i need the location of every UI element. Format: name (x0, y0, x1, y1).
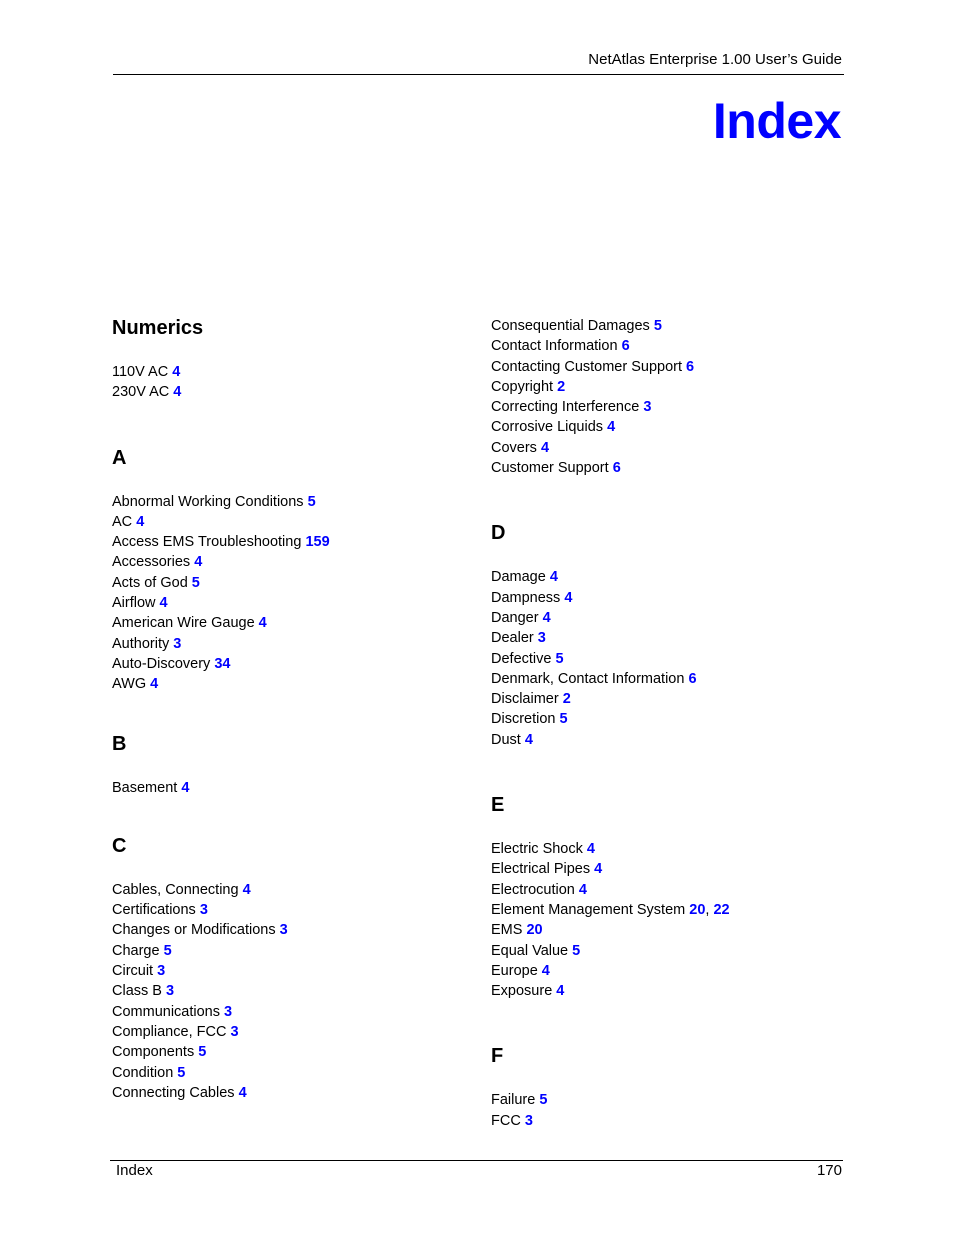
index-term: Defective (491, 650, 552, 667)
index-term: Airflow (112, 595, 156, 612)
index-column-right (491, 276, 851, 1131)
index-entry (491, 417, 851, 437)
page-ref-link[interactable]: 6 (612, 460, 621, 477)
footer-page-number: 170 (816, 1162, 842, 1179)
page-ref-link[interactable]: 5 (163, 942, 172, 959)
index-term: Electrocution (491, 881, 575, 898)
page-ref-link[interactable]: 4 (594, 861, 603, 878)
index-term: Abnormal Working Conditions (112, 493, 304, 510)
index-term: Condition (112, 1064, 174, 1081)
page-ref-link[interactable]: 5 (198, 1044, 207, 1061)
index-section (112, 732, 472, 798)
index-term: Authority (112, 635, 170, 652)
index-term: Cables, Connecting (112, 881, 239, 898)
index-term: Equal Value (491, 942, 569, 959)
index-term: Copyright (491, 378, 554, 395)
page-ref-link[interactable]: 5 (653, 318, 662, 334)
index-term: Changes or Modifications (112, 922, 276, 939)
page-ref-link[interactable]: 4 (238, 1084, 247, 1101)
page-ref-link[interactable]: 3 (157, 963, 166, 980)
index-term: Connecting Cables (112, 1084, 235, 1101)
index-entry (491, 316, 851, 336)
index-entry (112, 1022, 472, 1042)
index-section (491, 316, 851, 478)
index-term: AWG (112, 676, 147, 693)
page-ref-link[interactable]: 3 (173, 635, 182, 652)
index-term: Dampness (491, 589, 561, 606)
page-ref-link[interactable]: 6 (688, 670, 697, 687)
index-entry-list (491, 316, 851, 478)
index-entry (112, 961, 472, 981)
index-entry-list (112, 362, 472, 403)
index-term: Europe (491, 962, 538, 979)
index-entry (112, 593, 472, 613)
index-term: Certifications (112, 902, 196, 919)
page-ref-link[interactable]: 4 (542, 609, 551, 626)
index-entry (112, 382, 472, 402)
index-term: Charge (112, 942, 160, 959)
index-entry (491, 730, 851, 750)
index-entry (112, 532, 472, 552)
section-heading: A (112, 446, 127, 469)
page-ref-link[interactable]: 4 (540, 439, 550, 456)
page-ref-link[interactable]: 5 (307, 493, 316, 510)
index-term: Electrical Pipes (491, 861, 591, 878)
page-ref-link[interactable]: 4 (258, 615, 267, 632)
index-term: Denmark, Contact Information (491, 670, 685, 687)
index-entry (112, 654, 472, 674)
page-ref-link[interactable]: 3 (199, 902, 208, 919)
page-ref-link[interactable]: 3 (537, 630, 546, 647)
index-entry (112, 362, 472, 382)
index-entry (112, 900, 472, 920)
index-term: Covers (491, 439, 537, 456)
index-term: Auto-Discovery (112, 655, 211, 672)
index-term: Discretion (491, 711, 556, 728)
index-entry (112, 492, 472, 512)
index-entry-list (112, 778, 472, 798)
index-term: Element Management System (491, 901, 686, 918)
index-term: 110V AC (112, 364, 169, 380)
index-term: Contact Information (491, 338, 618, 355)
page-ref-link[interactable]: 6 (621, 338, 630, 355)
index-entry (112, 552, 472, 572)
page-ref-link[interactable]: 4 (173, 384, 182, 401)
ref-separator: , (705, 901, 714, 918)
page-ref-link[interactable]: 5 (177, 1064, 186, 1081)
index-entry (112, 920, 472, 940)
page-ref-link[interactable]: 2 (562, 691, 571, 708)
page-ref-link[interactable]: 4 (541, 962, 550, 979)
index-entry (491, 1111, 851, 1131)
page-ref-link[interactable]: 2 (557, 378, 566, 395)
page-ref-link[interactable]: 34 (214, 655, 231, 672)
header-rule (113, 74, 844, 75)
index-entry (112, 573, 472, 593)
index-term: Access EMS Troubleshooting (112, 534, 302, 551)
index-section (112, 834, 472, 1103)
index-term: Correcting Interference (491, 399, 640, 416)
index-entry (112, 674, 472, 694)
index-entry (491, 458, 851, 478)
index-term: Electric Shock (491, 841, 583, 858)
index-term: Dealer (491, 630, 534, 647)
page-ref-link[interactable]: 4 (172, 364, 181, 380)
index-term: Class B (112, 983, 162, 1000)
index-entry (491, 1090, 851, 1110)
index-term: FCC (491, 1112, 521, 1129)
index-entry-list (112, 880, 472, 1103)
page-ref-link[interactable]: 4 (549, 569, 558, 586)
footer-section: Index (116, 1162, 153, 1179)
index-term: Failure (491, 1092, 536, 1109)
index-entry (112, 1083, 472, 1103)
index-entry (491, 608, 851, 628)
index-entry (112, 1002, 472, 1022)
index-entry (491, 859, 851, 879)
index-section (112, 446, 472, 695)
index-term: Compliance, FCC (112, 1023, 227, 1040)
index-entry (491, 920, 851, 940)
index-entry (491, 377, 851, 397)
page-ref-link[interactable]: 4 (586, 841, 595, 858)
index-term: Exposure (491, 983, 553, 1000)
index-term: Components (112, 1044, 195, 1061)
page-ref-link[interactable]: 6 (686, 358, 695, 375)
index-term: Accessories (112, 554, 191, 571)
index-entry (112, 880, 472, 900)
page-ref-link[interactable]: 4 (159, 595, 168, 612)
index-entry-list (112, 492, 472, 695)
index-entry (491, 981, 851, 1001)
index-entry (491, 357, 851, 377)
index-term: Circuit (112, 963, 154, 980)
index-entry (491, 567, 851, 587)
page-ref-link[interactable]: 5 (539, 1092, 548, 1109)
index-entry (491, 649, 851, 669)
index-section (491, 1044, 851, 1131)
page-ref-link[interactable]: 5 (559, 711, 568, 728)
index-term: Damage (491, 569, 546, 586)
page-ref-link[interactable]: 5 (555, 650, 564, 667)
index-entry (112, 613, 472, 633)
index-term: American Wire Gauge (112, 615, 255, 632)
index-term: Acts of God (112, 574, 188, 591)
index-entry (491, 941, 851, 961)
page-ref-link[interactable]: 5 (191, 574, 200, 591)
page-ref-link[interactable]: 20 (526, 922, 543, 939)
index-entry (491, 336, 851, 356)
index-entry (491, 397, 851, 417)
index-term: Dust (491, 731, 521, 748)
page-ref-link[interactable]: 5 (572, 942, 581, 959)
index-section (491, 793, 851, 1001)
section-heading: Numerics (112, 317, 204, 339)
index-entry (491, 961, 851, 981)
section-heading: E (491, 794, 505, 817)
index-column-left (112, 276, 472, 1103)
index-entry (112, 1063, 472, 1083)
page-ref-link[interactable]: 4 (136, 513, 145, 530)
index-section (491, 521, 851, 750)
page-ref-link[interactable]: 3 (643, 399, 652, 416)
index-term: Danger (491, 609, 539, 626)
index-term: Consequential Damages (491, 318, 650, 334)
page-ref-link[interactable]: 3 (224, 1003, 233, 1020)
page-title: Index (712, 93, 841, 149)
index-term: Corrosive Liquids (491, 419, 604, 436)
index-term: Basement (112, 779, 178, 796)
page-ref-link[interactable]: 4 (578, 881, 587, 898)
page-ref-link[interactable]: 3 (230, 1023, 239, 1040)
index-entry (491, 588, 851, 608)
index-entry-list (491, 1090, 851, 1131)
index-entry (491, 880, 851, 900)
index-entry (112, 1042, 472, 1062)
page-ref-link[interactable]: 4 (564, 589, 573, 606)
page-ref-link[interactable]: 3 (166, 983, 175, 1000)
section-heading: D (491, 522, 506, 545)
index-entry (491, 839, 851, 859)
index-term: 230V AC (112, 384, 170, 401)
page-ref-link[interactable]: 3 (524, 1112, 533, 1129)
index-term: EMS (491, 922, 523, 939)
index-entry (491, 709, 851, 729)
section-heading: B (112, 732, 127, 755)
page-ref-link[interactable]: 3 (279, 922, 288, 939)
index-entry (491, 689, 851, 709)
page-ref-link[interactable]: 4 (524, 731, 533, 748)
page-ref-link[interactable]: 4 (242, 881, 251, 898)
page-ref-link[interactable]: 4 (556, 983, 565, 1000)
index-entry (112, 941, 472, 961)
index-entry-list (491, 839, 851, 1001)
index-entry-list (491, 567, 851, 750)
page-ref-link[interactable]: 4 (150, 676, 159, 693)
page-ref-link[interactable]: 159 (305, 534, 330, 551)
index-entry (491, 900, 851, 920)
page-ref-link[interactable]: 20 (689, 901, 706, 918)
index-entry (112, 778, 472, 798)
index-entry (112, 981, 472, 1001)
index-term: Communications (112, 1003, 220, 1020)
page-ref-link[interactable]: 4 (194, 554, 203, 571)
running-header: NetAtlas Enterprise 1.00 User’s Guide (588, 51, 842, 68)
page-ref-link[interactable]: 4 (181, 779, 190, 796)
footer-rule (110, 1160, 843, 1161)
index-term: AC (112, 513, 133, 530)
index-entry (112, 512, 472, 532)
section-heading: F (491, 1045, 504, 1068)
section-heading: C (112, 834, 127, 857)
index-entry (491, 438, 851, 458)
index-entry (112, 634, 472, 654)
index-term: Contacting Customer Support (491, 358, 683, 375)
index-entry (491, 669, 851, 689)
page-ref-link[interactable]: 4 (607, 419, 616, 436)
page-ref-link[interactable]: 22 (713, 901, 730, 918)
index-entry (491, 628, 851, 648)
index-term: Disclaimer (491, 691, 559, 708)
index-section (112, 316, 472, 403)
index-term: Customer Support (491, 460, 609, 477)
